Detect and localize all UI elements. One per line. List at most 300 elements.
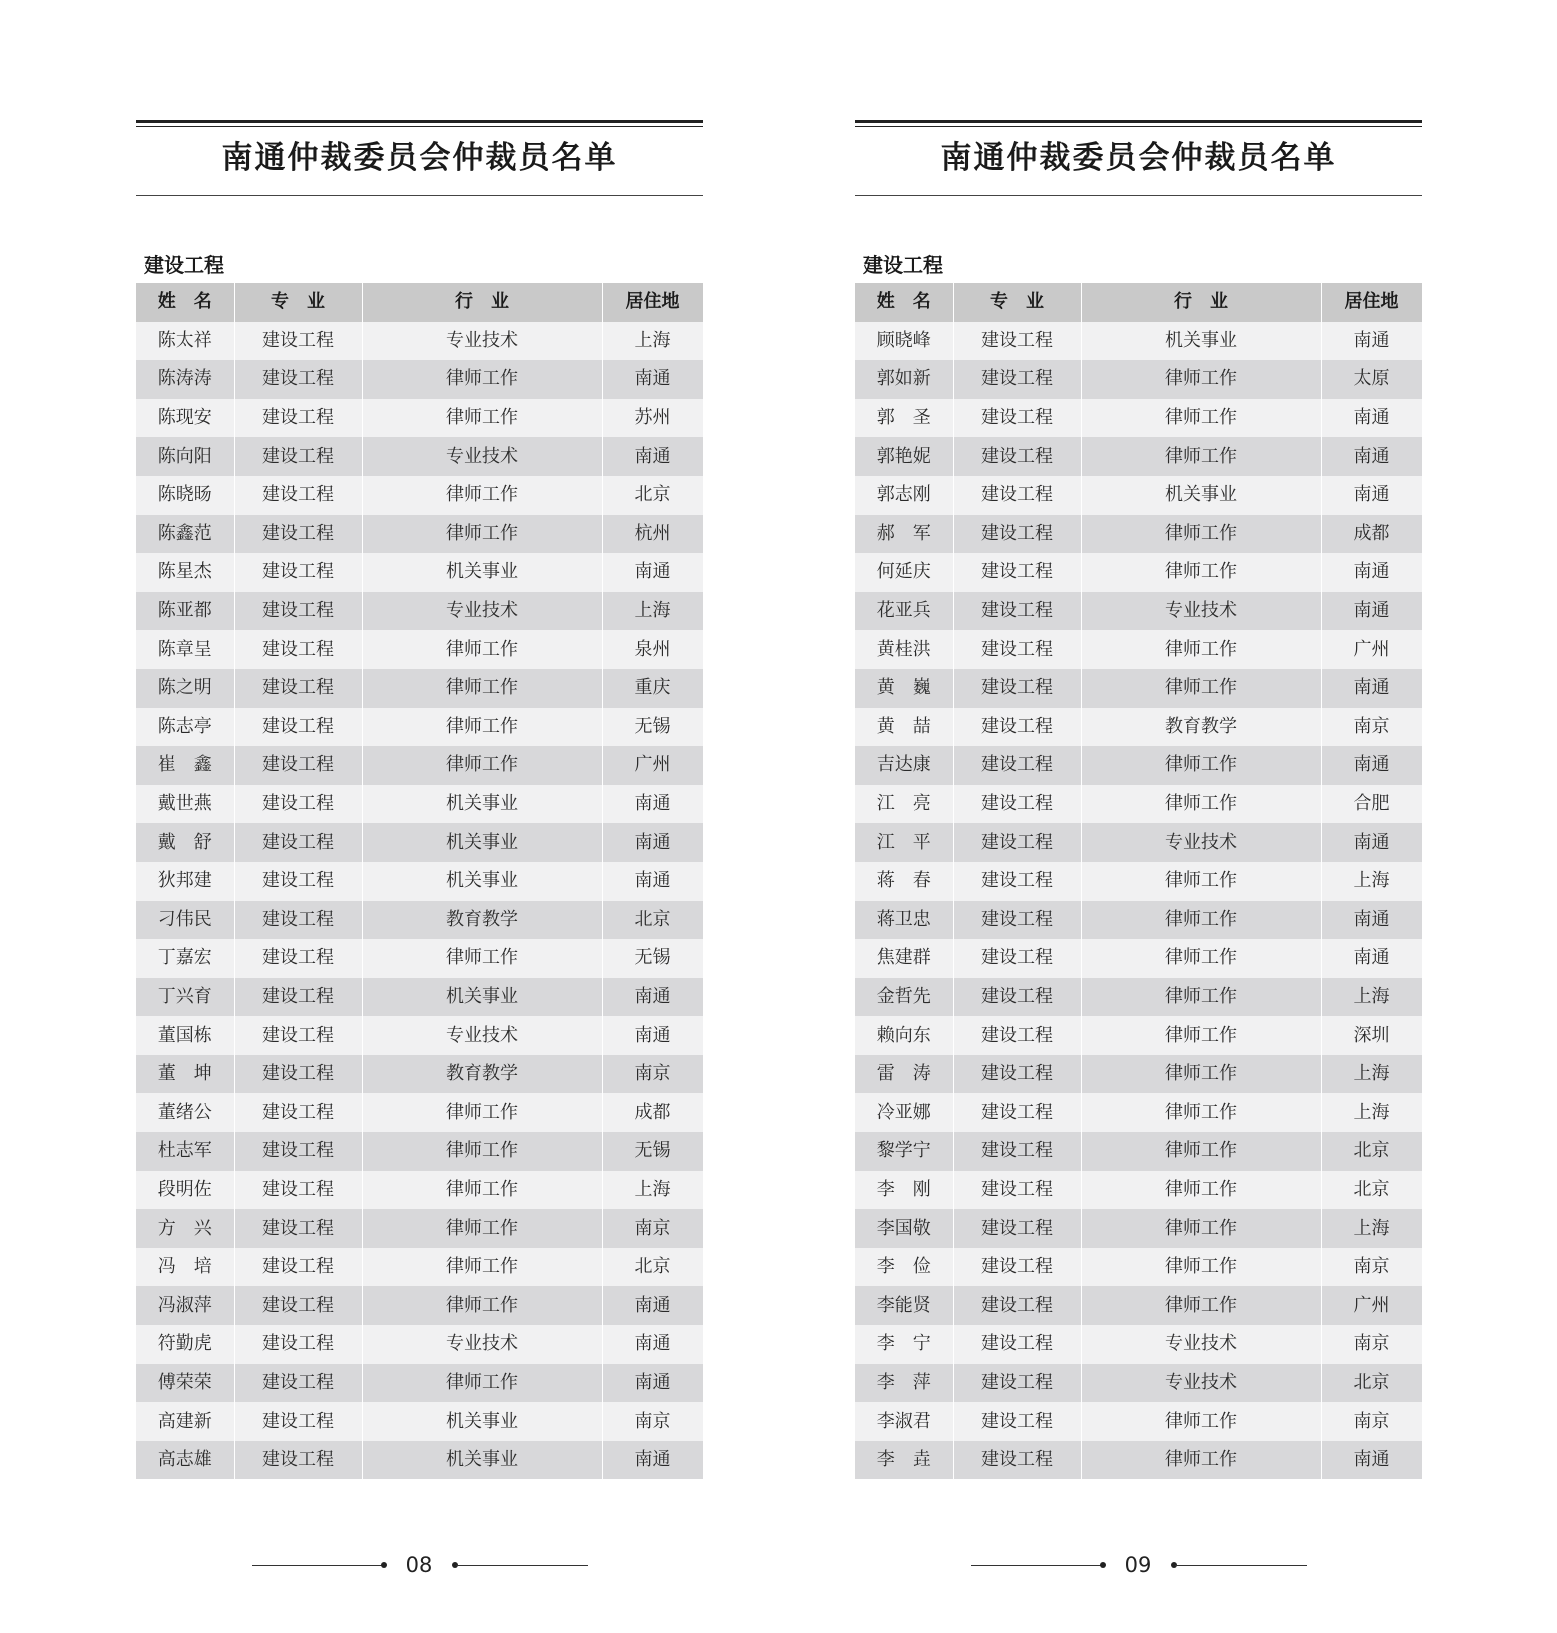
industry-cell: 专业技术 [1081,1364,1321,1403]
residence-cell: 成都 [1321,515,1422,554]
residence-cell: 南通 [1321,322,1422,361]
industry-cell: 机关事业 [362,862,602,901]
residence-cell: 上海 [1321,978,1422,1017]
table-header-row [855,283,1422,322]
title-rule-thick [136,120,703,123]
title-rule-thin [136,126,703,127]
table-row [855,1055,1422,1094]
table-row [136,1132,703,1171]
residence-cell: 南通 [602,862,703,901]
residence-cell: 杭州 [602,515,703,554]
residence-cell: 无锡 [602,939,703,978]
industry-cell: 律师工作 [1081,1286,1321,1325]
specialty-cell: 建设工程 [953,1171,1081,1210]
name-cell: 陈星杰 [136,553,234,592]
residence-cell: 南通 [602,1441,703,1480]
residence-cell: 上海 [1321,1055,1422,1094]
industry-cell: 专业技术 [1081,823,1321,862]
footer-dot-left [381,1562,387,1568]
specialty-cell: 建设工程 [234,1364,362,1403]
name-cell: 陈晓旸 [136,476,234,515]
industry-cell: 专业技术 [1081,1325,1321,1364]
name-cell: 丁嘉宏 [136,939,234,978]
industry-cell: 机关事业 [362,553,602,592]
industry-cell: 律师工作 [1081,978,1321,1017]
specialty-cell: 建设工程 [234,901,362,940]
footer-line-left [252,1565,384,1566]
industry-cell: 律师工作 [362,1364,602,1403]
residence-cell: 南通 [1321,901,1422,940]
specialty-cell: 建设工程 [234,476,362,515]
name-cell: 雷 涛 [855,1055,953,1094]
industry-cell: 机关事业 [362,823,602,862]
specialty-cell: 建设工程 [234,1055,362,1094]
name-cell: 戴世燕 [136,785,234,824]
table-row [136,939,703,978]
name-cell: 杜志军 [136,1132,234,1171]
table-row [136,1325,703,1364]
industry-cell: 律师工作 [362,1132,602,1171]
table-row [855,553,1422,592]
industry-cell: 专业技术 [362,1325,602,1364]
specialty-cell: 建设工程 [953,322,1081,361]
residence-cell: 南京 [1321,708,1422,747]
table-row [855,708,1422,747]
name-cell: 高志雄 [136,1441,234,1480]
industry-cell: 律师工作 [362,1093,602,1132]
residence-cell: 南通 [1321,553,1422,592]
table-row [855,1364,1422,1403]
residence-cell: 南京 [602,1055,703,1094]
name-cell: 李 垚 [855,1441,953,1480]
residence-cell: 上海 [1321,1209,1422,1248]
industry-cell: 律师工作 [362,476,602,515]
specialty-cell: 建设工程 [234,1248,362,1287]
residence-cell: 北京 [1321,1171,1422,1210]
name-cell: 花亚兵 [855,592,953,631]
table-row [855,592,1422,631]
name-cell: 郭 圣 [855,399,953,438]
industry-cell: 律师工作 [1081,1132,1321,1171]
page-title: 南通仲裁委员会仲裁员名单 [221,140,618,176]
table-row [855,823,1422,862]
table-row [855,1286,1422,1325]
table-row [136,823,703,862]
table-row [136,553,703,592]
specialty-cell: 建设工程 [953,399,1081,438]
residence-cell: 广州 [1321,1286,1422,1325]
specialty-cell: 建设工程 [953,1364,1081,1403]
table-row [136,1209,703,1248]
table-row [855,322,1422,361]
industry-cell: 律师工作 [1081,669,1321,708]
name-cell: 陈章呈 [136,630,234,669]
specialty-cell: 建设工程 [234,1286,362,1325]
name-cell: 郭如新 [855,360,953,399]
table-row [855,399,1422,438]
specialty-cell: 建设工程 [234,1171,362,1210]
name-cell: 冯淑萍 [136,1286,234,1325]
name-cell: 李 刚 [855,1171,953,1210]
section-heading: 建设工程 [863,253,943,277]
industry-cell: 律师工作 [362,515,602,554]
table-row [855,746,1422,785]
industry-cell: 机关事业 [362,1441,602,1480]
table-row [855,515,1422,554]
industry-cell: 律师工作 [1081,901,1321,940]
industry-cell: 专业技术 [362,1016,602,1055]
industry-cell: 专业技术 [1081,592,1321,631]
table-row [136,399,703,438]
name-cell: 段明佐 [136,1171,234,1210]
residence-cell: 无锡 [602,708,703,747]
residence-cell: 南通 [602,823,703,862]
specialty-cell: 建设工程 [234,669,362,708]
specialty-cell: 建设工程 [953,901,1081,940]
name-cell: 焦建群 [855,939,953,978]
specialty-cell: 建设工程 [234,1402,362,1441]
residence-cell: 南通 [1321,746,1422,785]
residence-cell: 重庆 [602,669,703,708]
industry-cell: 律师工作 [1081,360,1321,399]
specialty-cell: 建设工程 [953,592,1081,631]
arbitrator-table [855,283,1423,1479]
name-cell: 黄 巍 [855,669,953,708]
residence-cell: 南通 [602,553,703,592]
specialty-cell: 建设工程 [953,515,1081,554]
specialty-cell: 建设工程 [234,939,362,978]
column-header-name: 姓 名 [855,283,953,322]
industry-cell: 机关事业 [362,978,602,1017]
specialty-cell: 建设工程 [234,862,362,901]
name-cell: 陈亚都 [136,592,234,631]
specialty-cell: 建设工程 [953,746,1081,785]
industry-cell: 机关事业 [1081,322,1321,361]
residence-cell: 苏州 [602,399,703,438]
page-number: 09 [1124,1553,1152,1577]
residence-cell: 南通 [602,785,703,824]
industry-cell: 律师工作 [362,1209,602,1248]
specialty-cell: 建设工程 [953,1016,1081,1055]
industry-cell: 律师工作 [1081,1248,1321,1287]
table-row [855,476,1422,515]
table-row [136,862,703,901]
table-row [136,515,703,554]
industry-cell: 律师工作 [1081,939,1321,978]
table-row [855,901,1422,940]
specialty-cell: 建设工程 [234,1209,362,1248]
name-cell: 金哲先 [855,978,953,1017]
table-row [136,360,703,399]
residence-cell: 太原 [1321,360,1422,399]
specialty-cell: 建设工程 [953,1441,1081,1480]
name-cell: 狄邦建 [136,862,234,901]
industry-cell: 律师工作 [1081,785,1321,824]
residence-cell: 南通 [1321,592,1422,631]
table-row [136,476,703,515]
specialty-cell: 建设工程 [953,360,1081,399]
table-row [136,1171,703,1210]
table-row [855,1016,1422,1055]
residence-cell: 泉州 [602,630,703,669]
residence-cell: 南京 [1321,1402,1422,1441]
industry-cell: 律师工作 [362,1248,602,1287]
table-row [136,322,703,361]
specialty-cell: 建设工程 [234,746,362,785]
industry-cell: 律师工作 [362,669,602,708]
name-cell: 陈向阳 [136,437,234,476]
industry-cell: 律师工作 [1081,1209,1321,1248]
specialty-cell: 建设工程 [953,978,1081,1017]
name-cell: 黄 喆 [855,708,953,747]
industry-cell: 律师工作 [1081,1093,1321,1132]
residence-cell: 北京 [602,1248,703,1287]
table-row [855,360,1422,399]
table-row [136,669,703,708]
industry-cell: 教育教学 [362,901,602,940]
residence-cell: 南京 [1321,1325,1422,1364]
name-cell: 刁伟民 [136,901,234,940]
table-header-row [136,283,703,322]
residence-cell: 南通 [602,978,703,1017]
specialty-cell: 建设工程 [953,785,1081,824]
specialty-cell: 建设工程 [234,322,362,361]
industry-cell: 律师工作 [362,746,602,785]
page-number: 08 [405,1553,433,1577]
specialty-cell: 建设工程 [953,669,1081,708]
name-cell: 董绪公 [136,1093,234,1132]
specialty-cell: 建设工程 [953,823,1081,862]
table-row [855,785,1422,824]
specialty-cell: 建设工程 [953,476,1081,515]
residence-cell: 南通 [602,1325,703,1364]
name-cell: 董 坤 [136,1055,234,1094]
page-right [855,0,1422,1633]
specialty-cell: 建设工程 [234,823,362,862]
table-row [136,785,703,824]
name-cell: 冷亚娜 [855,1093,953,1132]
residence-cell: 成都 [602,1093,703,1132]
name-cell: 黎学宁 [855,1132,953,1171]
specialty-cell: 建设工程 [953,1055,1081,1094]
industry-cell: 律师工作 [1081,1055,1321,1094]
industry-cell: 专业技术 [362,322,602,361]
title-underline [855,195,1422,196]
name-cell: 丁兴育 [136,978,234,1017]
industry-cell: 律师工作 [362,630,602,669]
residence-cell: 上海 [602,1171,703,1210]
name-cell: 顾晓峰 [855,322,953,361]
industry-cell: 律师工作 [1081,746,1321,785]
industry-cell: 教育教学 [1081,708,1321,747]
title-underline [136,195,703,196]
residence-cell: 深圳 [1321,1016,1422,1055]
name-cell: 陈志亭 [136,708,234,747]
table-row [136,901,703,940]
specialty-cell: 建设工程 [234,785,362,824]
residence-cell: 南通 [602,360,703,399]
name-cell: 郭艳妮 [855,437,953,476]
specialty-cell: 建设工程 [953,862,1081,901]
residence-cell: 北京 [1321,1132,1422,1171]
table-row [855,978,1422,1017]
table-row [136,1248,703,1287]
specialty-cell: 建设工程 [953,553,1081,592]
specialty-cell: 建设工程 [234,399,362,438]
residence-cell: 上海 [602,592,703,631]
residence-cell: 南通 [1321,823,1422,862]
residence-cell: 上海 [602,322,703,361]
name-cell: 赖向东 [855,1016,953,1055]
table-row [855,1209,1422,1248]
industry-cell: 机关事业 [362,785,602,824]
table-row [136,1364,703,1403]
column-header-residence: 居住地 [602,283,703,322]
table-row [855,669,1422,708]
industry-cell: 律师工作 [362,1171,602,1210]
name-cell: 李国敬 [855,1209,953,1248]
name-cell: 郝 军 [855,515,953,554]
name-cell: 郭志刚 [855,476,953,515]
column-header-industry: 行 业 [1081,283,1321,322]
residence-cell: 合肥 [1321,785,1422,824]
footer-line-left [971,1565,1103,1566]
column-header-specialty: 专 业 [953,283,1081,322]
name-cell: 董国栋 [136,1016,234,1055]
table-row [855,1132,1422,1171]
specialty-cell: 建设工程 [234,360,362,399]
name-cell: 蒋卫忠 [855,901,953,940]
footer-dot-left [1100,1562,1106,1568]
industry-cell: 机关事业 [362,1402,602,1441]
specialty-cell: 建设工程 [234,1325,362,1364]
name-cell: 高建新 [136,1402,234,1441]
specialty-cell: 建设工程 [234,1441,362,1480]
name-cell: 黄桂洪 [855,630,953,669]
specialty-cell: 建设工程 [234,592,362,631]
title-rule-thick [855,120,1422,123]
table-row [855,1441,1422,1480]
name-cell: 陈太祥 [136,322,234,361]
name-cell: 陈鑫范 [136,515,234,554]
specialty-cell: 建设工程 [953,1402,1081,1441]
industry-cell: 律师工作 [1081,630,1321,669]
industry-cell: 律师工作 [362,399,602,438]
residence-cell: 上海 [1321,862,1422,901]
residence-cell: 南通 [602,1016,703,1055]
arbitrator-table [136,283,704,1479]
residence-cell: 南通 [1321,669,1422,708]
industry-cell: 律师工作 [1081,1441,1321,1480]
industry-cell: 律师工作 [1081,399,1321,438]
name-cell: 方 兴 [136,1209,234,1248]
table-row [136,978,703,1017]
specialty-cell: 建设工程 [953,1132,1081,1171]
name-cell: 李 萍 [855,1364,953,1403]
residence-cell: 南通 [602,437,703,476]
specialty-cell: 建设工程 [234,437,362,476]
column-header-specialty: 专 业 [234,283,362,322]
industry-cell: 律师工作 [362,1286,602,1325]
name-cell: 何延庆 [855,553,953,592]
table-row [855,939,1422,978]
page-title: 南通仲裁委员会仲裁员名单 [940,140,1337,176]
footer-line-right [1175,1565,1307,1566]
section-heading: 建设工程 [144,253,224,277]
name-cell: 陈现安 [136,399,234,438]
specialty-cell: 建设工程 [953,437,1081,476]
specialty-cell: 建设工程 [953,1209,1081,1248]
name-cell: 戴 舒 [136,823,234,862]
residence-cell: 南通 [1321,476,1422,515]
residence-cell: 南京 [1321,1248,1422,1287]
name-cell: 李 俭 [855,1248,953,1287]
table-row [136,1055,703,1094]
table-row [136,746,703,785]
table-row [136,592,703,631]
residence-cell: 无锡 [602,1132,703,1171]
footer-line-right [456,1565,588,1566]
table-row [855,1325,1422,1364]
table-row [136,630,703,669]
table-row [136,437,703,476]
specialty-cell: 建设工程 [234,708,362,747]
industry-cell: 律师工作 [1081,1402,1321,1441]
specialty-cell: 建设工程 [234,553,362,592]
industry-cell: 律师工作 [1081,1171,1321,1210]
table-row [136,1093,703,1132]
column-header-industry: 行 业 [362,283,602,322]
table-row [855,1171,1422,1210]
residence-cell: 南通 [1321,437,1422,476]
name-cell: 江 平 [855,823,953,862]
industry-cell: 律师工作 [362,360,602,399]
specialty-cell: 建设工程 [953,1286,1081,1325]
industry-cell: 律师工作 [362,708,602,747]
residence-cell: 广州 [602,746,703,785]
name-cell: 傅荣荣 [136,1364,234,1403]
name-cell: 吉达康 [855,746,953,785]
residence-cell: 北京 [1321,1364,1422,1403]
residence-cell: 南通 [602,1364,703,1403]
page-footer [136,1548,703,1582]
residence-cell: 上海 [1321,1093,1422,1132]
table-row [855,1248,1422,1287]
name-cell: 陈涛涛 [136,360,234,399]
industry-cell: 律师工作 [1081,553,1321,592]
name-cell: 蒋 春 [855,862,953,901]
specialty-cell: 建设工程 [953,939,1081,978]
title-rule-thin [855,126,1422,127]
table-row [855,1402,1422,1441]
specialty-cell: 建设工程 [234,978,362,1017]
name-cell: 陈之明 [136,669,234,708]
industry-cell: 专业技术 [362,437,602,476]
specialty-cell: 建设工程 [234,1093,362,1132]
table-row [855,1093,1422,1132]
residence-cell: 广州 [1321,630,1422,669]
industry-cell: 律师工作 [1081,437,1321,476]
column-header-name: 姓 名 [136,283,234,322]
residence-cell: 北京 [602,901,703,940]
industry-cell: 律师工作 [1081,862,1321,901]
page-left [136,0,703,1633]
table-body [855,322,1422,1480]
residence-cell: 南通 [1321,939,1422,978]
specialty-cell: 建设工程 [953,708,1081,747]
name-cell: 李能贤 [855,1286,953,1325]
residence-cell: 南京 [602,1209,703,1248]
